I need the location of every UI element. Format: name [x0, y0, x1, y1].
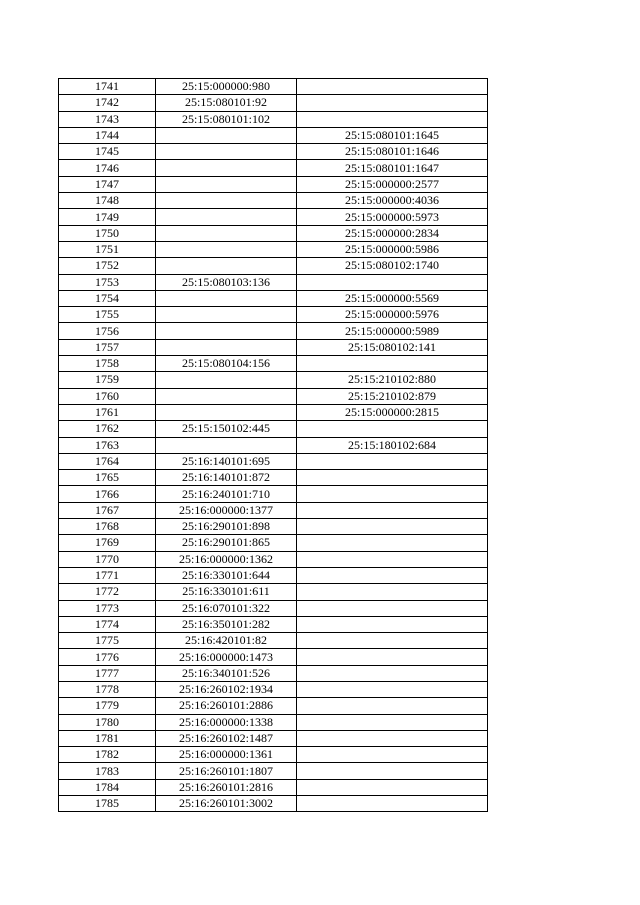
row-number-cell: 1756 — [59, 323, 156, 339]
table-row — [59, 681, 488, 697]
cadastral-number-cell: 25:16:260101:3002 — [156, 796, 297, 812]
row-number-cell: 1757 — [59, 339, 156, 355]
cadastral-number-cell: 25:16:260101:2816 — [156, 779, 297, 795]
row-number-cell: 1746 — [59, 160, 156, 176]
cadastral-number-cell — [156, 209, 297, 225]
cadastral-number-cell: 25:16:260101:1807 — [156, 763, 297, 779]
table-row — [59, 339, 488, 355]
row-number-cell: 1749 — [59, 209, 156, 225]
related-cadastral-number-cell — [297, 535, 488, 551]
cadastral-number-cell: 25:16:000000:1338 — [156, 714, 297, 730]
related-cadastral-number-cell: 25:15:000000:5973 — [297, 209, 488, 225]
related-cadastral-number-cell — [297, 600, 488, 616]
cadastral-number-cell — [156, 241, 297, 257]
table-row — [59, 437, 488, 453]
row-number-cell: 1779 — [59, 698, 156, 714]
table-row — [59, 404, 488, 420]
cadastral-number-cell — [156, 193, 297, 209]
related-cadastral-number-cell: 25:15:080101:1647 — [297, 160, 488, 176]
table-row — [59, 356, 488, 372]
row-number-cell: 1745 — [59, 144, 156, 160]
cadastral-number-cell: 25:15:080101:92 — [156, 95, 297, 111]
row-number-cell: 1774 — [59, 616, 156, 632]
table-row — [59, 323, 488, 339]
row-number-cell: 1755 — [59, 307, 156, 323]
row-number-cell: 1754 — [59, 290, 156, 306]
related-cadastral-number-cell — [297, 730, 488, 746]
table-row — [59, 372, 488, 388]
cadastral-number-cell — [156, 388, 297, 404]
table-row — [59, 95, 488, 111]
related-cadastral-number-cell: 25:15:000000:5989 — [297, 323, 488, 339]
cadastral-number-cell: 25:16:000000:1361 — [156, 747, 297, 763]
row-number-cell: 1741 — [59, 79, 156, 95]
row-number-cell: 1781 — [59, 730, 156, 746]
row-number-cell: 1744 — [59, 127, 156, 143]
related-cadastral-number-cell: 25:15:000000:4036 — [297, 193, 488, 209]
row-number-cell: 1764 — [59, 453, 156, 469]
table-body — [59, 79, 488, 812]
cadastral-number-cell: 25:16:260102:1934 — [156, 681, 297, 697]
row-number-cell: 1784 — [59, 779, 156, 795]
table-row — [59, 258, 488, 274]
related-cadastral-number-cell — [297, 111, 488, 127]
table-row — [59, 779, 488, 795]
related-cadastral-number-cell — [297, 649, 488, 665]
table-row — [59, 502, 488, 518]
related-cadastral-number-cell — [297, 779, 488, 795]
table-row — [59, 241, 488, 257]
cadastral-number-cell: 25:16:260102:1487 — [156, 730, 297, 746]
related-cadastral-number-cell: 25:15:000000:2834 — [297, 225, 488, 241]
related-cadastral-number-cell — [297, 698, 488, 714]
cadastral-number-cell: 25:16:140101:872 — [156, 470, 297, 486]
related-cadastral-number-cell — [297, 681, 488, 697]
related-cadastral-number-cell: 25:15:080102:141 — [297, 339, 488, 355]
row-number-cell: 1775 — [59, 633, 156, 649]
row-number-cell: 1777 — [59, 665, 156, 681]
related-cadastral-number-cell — [297, 567, 488, 583]
table-row — [59, 290, 488, 306]
table-row — [59, 486, 488, 502]
table-row — [59, 633, 488, 649]
table-row — [59, 160, 488, 176]
table-row — [59, 665, 488, 681]
related-cadastral-number-cell: 25:15:210102:880 — [297, 372, 488, 388]
table-row — [59, 698, 488, 714]
cadastral-number-cell — [156, 176, 297, 192]
cadastral-number-cell: 25:16:240101:710 — [156, 486, 297, 502]
row-number-cell: 1765 — [59, 470, 156, 486]
row-number-cell: 1766 — [59, 486, 156, 502]
related-cadastral-number-cell — [297, 763, 488, 779]
table-row — [59, 584, 488, 600]
related-cadastral-number-cell — [297, 551, 488, 567]
related-cadastral-number-cell: 25:15:000000:5976 — [297, 307, 488, 323]
cadastral-number-cell: 25:15:150102:445 — [156, 421, 297, 437]
related-cadastral-number-cell — [297, 95, 488, 111]
table-row — [59, 747, 488, 763]
row-number-cell: 1773 — [59, 600, 156, 616]
related-cadastral-number-cell: 25:15:080101:1646 — [297, 144, 488, 160]
cadastral-number-cell: 25:16:000000:1473 — [156, 649, 297, 665]
related-cadastral-number-cell: 25:15:000000:2815 — [297, 404, 488, 420]
cadastral-number-cell: 25:15:080104:156 — [156, 356, 297, 372]
related-cadastral-number-cell — [297, 665, 488, 681]
row-number-cell: 1743 — [59, 111, 156, 127]
related-cadastral-number-cell — [297, 470, 488, 486]
cadastral-number-cell: 25:16:350101:282 — [156, 616, 297, 632]
table-row — [59, 193, 488, 209]
related-cadastral-number-cell — [297, 616, 488, 632]
row-number-cell: 1762 — [59, 421, 156, 437]
related-cadastral-number-cell — [297, 796, 488, 812]
related-cadastral-number-cell — [297, 502, 488, 518]
row-number-cell: 1748 — [59, 193, 156, 209]
related-cadastral-number-cell — [297, 747, 488, 763]
row-number-cell: 1761 — [59, 404, 156, 420]
row-number-cell: 1747 — [59, 176, 156, 192]
table-row — [59, 714, 488, 730]
cadastral-number-cell — [156, 437, 297, 453]
table-row — [59, 796, 488, 812]
table-row — [59, 535, 488, 551]
table-row — [59, 307, 488, 323]
table-row — [59, 470, 488, 486]
related-cadastral-number-cell — [297, 453, 488, 469]
cadastral-number-cell — [156, 372, 297, 388]
table-row — [59, 388, 488, 404]
table-row — [59, 127, 488, 143]
related-cadastral-number-cell — [297, 356, 488, 372]
row-number-cell: 1753 — [59, 274, 156, 290]
row-number-cell: 1782 — [59, 747, 156, 763]
row-number-cell: 1772 — [59, 584, 156, 600]
related-cadastral-number-cell — [297, 421, 488, 437]
row-number-cell: 1763 — [59, 437, 156, 453]
cadastral-number-cell: 25:16:140101:695 — [156, 453, 297, 469]
row-number-cell: 1776 — [59, 649, 156, 665]
related-cadastral-number-cell: 25:15:080101:1645 — [297, 127, 488, 143]
table-row — [59, 421, 488, 437]
cadastral-number-cell: 25:16:420101:82 — [156, 633, 297, 649]
related-cadastral-number-cell: 25:15:000000:5986 — [297, 241, 488, 257]
cadastral-number-cell: 25:16:330101:611 — [156, 584, 297, 600]
cadastral-number-cell: 25:16:000000:1362 — [156, 551, 297, 567]
cadastral-number-table — [58, 78, 488, 812]
cadastral-number-cell: 25:16:070101:322 — [156, 600, 297, 616]
table-row — [59, 616, 488, 632]
related-cadastral-number-cell — [297, 633, 488, 649]
related-cadastral-number-cell: 25:15:080102:1740 — [297, 258, 488, 274]
cadastral-number-cell — [156, 144, 297, 160]
row-number-cell: 1750 — [59, 225, 156, 241]
row-number-cell: 1785 — [59, 796, 156, 812]
table-row — [59, 730, 488, 746]
cadastral-number-cell: 25:16:330101:644 — [156, 567, 297, 583]
table-row — [59, 519, 488, 535]
row-number-cell: 1768 — [59, 519, 156, 535]
table-row — [59, 79, 488, 95]
row-number-cell: 1751 — [59, 241, 156, 257]
related-cadastral-number-cell: 25:15:180102:684 — [297, 437, 488, 453]
cadastral-number-cell — [156, 258, 297, 274]
cadastral-number-cell — [156, 127, 297, 143]
cadastral-number-cell — [156, 225, 297, 241]
related-cadastral-number-cell — [297, 519, 488, 535]
table-row — [59, 551, 488, 567]
table-row — [59, 600, 488, 616]
related-cadastral-number-cell — [297, 274, 488, 290]
table-row — [59, 649, 488, 665]
related-cadastral-number-cell: 25:15:210102:879 — [297, 388, 488, 404]
cadastral-number-cell: 25:16:290101:865 — [156, 535, 297, 551]
row-number-cell: 1783 — [59, 763, 156, 779]
row-number-cell: 1758 — [59, 356, 156, 372]
related-cadastral-number-cell — [297, 79, 488, 95]
cadastral-number-cell: 25:16:290101:898 — [156, 519, 297, 535]
table-row — [59, 567, 488, 583]
row-number-cell: 1767 — [59, 502, 156, 518]
row-number-cell: 1770 — [59, 551, 156, 567]
cadastral-number-cell: 25:16:340101:526 — [156, 665, 297, 681]
table-row — [59, 144, 488, 160]
related-cadastral-number-cell: 25:15:000000:5569 — [297, 290, 488, 306]
cadastral-number-cell — [156, 290, 297, 306]
table-row — [59, 763, 488, 779]
cadastral-number-cell — [156, 339, 297, 355]
cadastral-number-cell: 25:15:080101:102 — [156, 111, 297, 127]
table-row — [59, 453, 488, 469]
related-cadastral-number-cell — [297, 486, 488, 502]
row-number-cell: 1759 — [59, 372, 156, 388]
row-number-cell: 1778 — [59, 681, 156, 697]
row-number-cell: 1760 — [59, 388, 156, 404]
table-row — [59, 274, 488, 290]
table-row — [59, 225, 488, 241]
table-row — [59, 111, 488, 127]
cadastral-number-cell: 25:16:000000:1377 — [156, 502, 297, 518]
table-row — [59, 209, 488, 225]
row-number-cell: 1769 — [59, 535, 156, 551]
cadastral-number-cell: 25:15:080103:136 — [156, 274, 297, 290]
cadastral-number-cell — [156, 404, 297, 420]
row-number-cell: 1780 — [59, 714, 156, 730]
cadastral-number-cell: 25:16:260101:2886 — [156, 698, 297, 714]
row-number-cell: 1752 — [59, 258, 156, 274]
related-cadastral-number-cell — [297, 584, 488, 600]
table-row — [59, 176, 488, 192]
row-number-cell: 1771 — [59, 567, 156, 583]
cadastral-number-cell — [156, 323, 297, 339]
related-cadastral-number-cell: 25:15:000000:2577 — [297, 176, 488, 192]
related-cadastral-number-cell — [297, 714, 488, 730]
cadastral-number-cell: 25:15:000000:980 — [156, 79, 297, 95]
row-number-cell: 1742 — [59, 95, 156, 111]
cadastral-number-cell — [156, 160, 297, 176]
cadastral-number-cell — [156, 307, 297, 323]
